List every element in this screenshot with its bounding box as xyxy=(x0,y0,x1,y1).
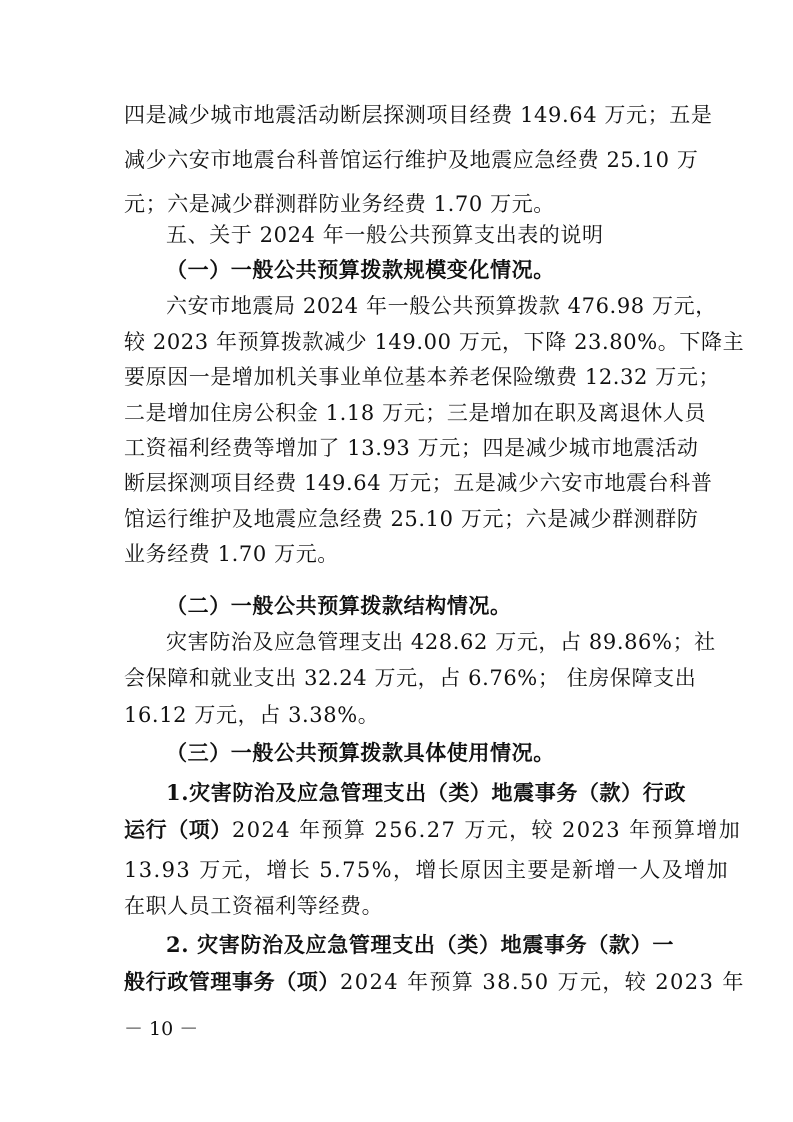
paragraph-line: 在职人员工资福利等经费。 xyxy=(124,894,384,918)
item-heading-continuation: 般行政管理事务（项） xyxy=(124,969,340,994)
page-number: － 10 － xyxy=(124,1018,199,1040)
paragraph-line: 会保障和就业支出 32.24 万元，占 6.76%； 住房保障支出 xyxy=(124,666,697,690)
subsection-heading: （二）一般公共预算拨款结构情况。 xyxy=(166,593,512,618)
paragraph-line: 馆运行维护及地震应急经费 25.10 万元；六是减少群测群防 xyxy=(124,507,699,531)
subsection-heading: （三）一般公共预算拨款具体使用情况。 xyxy=(166,740,555,765)
paragraph-line: 工资福利经费等增加了 13.93 万元；四是减少城市地震活动 xyxy=(124,436,699,460)
item-heading: 2. 灾害防治及应急管理支出（类）地震事务（款）一 xyxy=(166,932,674,957)
section-heading: 五、关于 2024 年一般公共预算支出表的说明 xyxy=(166,223,604,247)
paragraph-line: 业务经费 1.70 万元。 xyxy=(124,542,339,566)
paragraph-line: 16.12 万元，占 3.38%。 xyxy=(124,703,380,727)
item-heading-continuation: 运行（项） xyxy=(124,817,232,842)
subsection-heading: （一）一般公共预算拨款规模变化情况。 xyxy=(166,257,555,282)
paragraph-line xyxy=(124,810,742,850)
paragraph-line: 要原因一是增加机关事业单位基本养老保险缴费 12.32 万元； xyxy=(124,365,721,389)
item-heading: 1.灾害防治及应急管理支出（类）地震事务（款）行政 xyxy=(166,780,686,805)
item-text: 2024 年预算 256.27 万元，较 2023 年预算增加 xyxy=(232,818,742,842)
paragraph-line: 断层探测项目经费 149.64 万元；五是减少六安市地震台科普 xyxy=(124,471,713,495)
paragraph-line: 四是减少城市地震活动断层探测项目经费 149.64 万元；五是 xyxy=(124,103,713,127)
paragraph-line: 元；六是减少群测群防业务经费 1.70 万元。 xyxy=(124,192,555,216)
paragraph-line: 二是增加住房公积金 1.18 万元；三是增加在职及离退休人员 xyxy=(124,401,707,425)
paragraph-line: 减少六安市地震台科普馆运行维护及地震应急经费 25.10 万 xyxy=(124,148,699,172)
paragraph-line xyxy=(124,962,745,1002)
paragraph-line: 六安市地震局 2024 年一般公共预算拨款 476.98 万元， xyxy=(166,294,717,318)
paragraph-line: 13.93 万元，增长 5.75%，增长原因主要是新增一人及增加 xyxy=(124,858,729,882)
item-text: 2024 年预算 38.50 万元，较 2023 年 xyxy=(340,970,745,994)
paragraph-line: 较 2023 年预算拨款减少 149.00 万元，下降 23.80%。下降主 xyxy=(124,330,745,354)
paragraph-line: 灾害防治及应急管理支出 428.62 万元，占 89.86%；社 xyxy=(166,630,716,654)
